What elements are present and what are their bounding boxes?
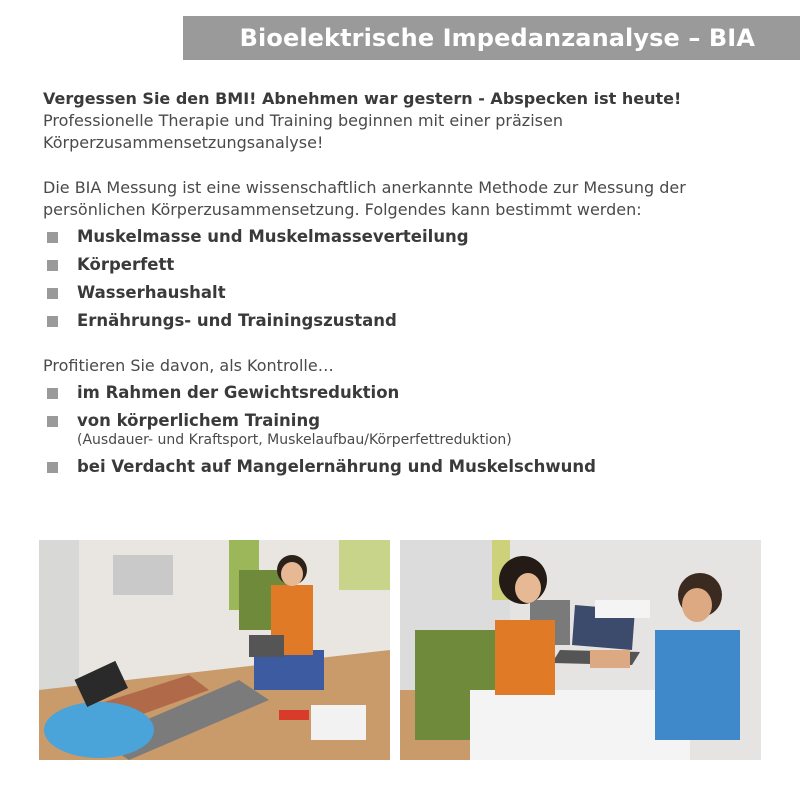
method-text: Die BIA Messung ist eine wissenschaftlich anerkannte Methode zur Messung der persönlichen Körperzusammensetzung. Folgendes kann bestimmt werden: (43, 178, 686, 219)
list-item: Körperfett (43, 255, 763, 275)
list-item: von körperlichem Training (Ausdauer- und Kraftsport, Muskelaufbau/Körperfettreduktion) (43, 411, 763, 449)
list-item: Wasserhaushalt (43, 283, 763, 303)
main-content (43, 88, 763, 485)
bullet-square-icon (47, 388, 58, 399)
photo-bia-consultation (400, 540, 761, 760)
list-item: Muskelmasse und Muskelmasseverteilung (43, 227, 763, 247)
bullet-square-icon (47, 260, 58, 271)
benefits-text: Profitieren Sie davon, als Kontrolle… (43, 356, 334, 375)
bullet-square-icon (47, 462, 58, 473)
page-title: Bioelektrische Impedanzanalyse – BIA (239, 24, 755, 52)
list-item: bei Verdacht auf Mangelernährung und Muskelschwund (43, 457, 763, 477)
list-item: Ernährungs- und Trainingszustand (43, 311, 763, 331)
photo-bia-measurement (39, 540, 390, 760)
method-list (43, 227, 763, 331)
bullet-square-icon (47, 416, 58, 427)
bullet-square-icon (47, 316, 58, 327)
intro-lead: Vergessen Sie den BMI! Abnehmen war gestern - Abspecken ist heute! (43, 89, 682, 108)
bullet-square-icon (47, 288, 58, 299)
benefits-list (43, 383, 763, 477)
list-item: im Rahmen der Gewichtsreduktion (43, 383, 763, 403)
intro-text: Professionelle Therapie und Training beginnen mit einer präzisen Körperzusammensetzungsanalyse! (43, 111, 563, 152)
bullet-square-icon (47, 232, 58, 243)
header-bar (183, 16, 800, 60)
